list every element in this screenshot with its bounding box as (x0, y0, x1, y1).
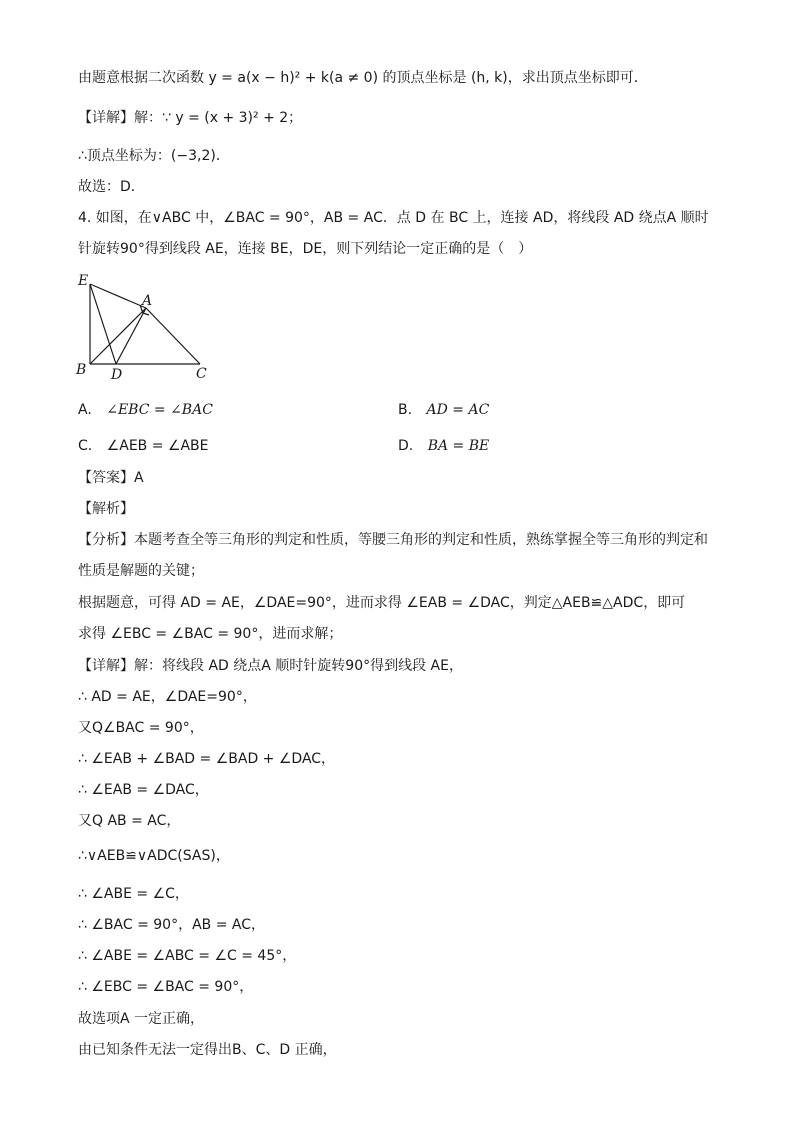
text-line: ∴ ∠BAC = 90°，AB = AC， (78, 917, 265, 933)
analysis-heading: 【解析】 (78, 501, 134, 517)
segment-AD (116, 308, 146, 364)
text-line: 故选项A 一定正确， (78, 1011, 205, 1027)
option-d (398, 436, 489, 456)
text-line: ∴∨AEB≌∨ADC(SAS)， (78, 848, 230, 864)
text-line: 根据题意，可得 AD = AE，∠DAE=90°，进而求得 ∠EAB = ∠DAC，判定△AEB≌△ADC，即可 (78, 595, 686, 611)
option-c-label: C. (78, 438, 93, 454)
option-b-text: AD = AC (426, 402, 490, 418)
option-c-text: ∠AEB = ∠ABE (106, 438, 209, 454)
text-line: 故选：D． (78, 179, 145, 195)
text-line: 性质是解题的关键； (78, 563, 204, 579)
text-line: ∴顶点坐标为：(−3,2)． (78, 148, 230, 164)
option-c (78, 436, 208, 456)
question-text: 针旋转90°得到线段 AE，连接 BE，DE，则下列结论一定正确的是（ ） (78, 241, 533, 257)
segment-AB (90, 308, 146, 364)
question-text: 4. 如图，在∨ABC 中，∠BAC = 90°，AB = AC．点 D 在 BC 上，连接 AD，将线段 AD 绕点A 顺时 (78, 210, 709, 226)
segment-EA (90, 284, 146, 308)
text-line: ∴ ∠EAB + ∠BAD = ∠BAD + ∠DAC， (78, 751, 336, 767)
label-A: A (142, 293, 153, 309)
text-line: 【详解】解：将线段 AD 绕点A 顺时针旋转90°得到线段 AE， (78, 658, 463, 674)
text-line: 【详解】解：∵ y = (x + 3)² + 2； (78, 110, 303, 126)
label-E: E (78, 273, 89, 289)
segment-AC (146, 308, 200, 364)
text-line: ∴ ∠EAB = ∠DAC， (78, 782, 209, 798)
option-b-label: B. (398, 402, 413, 418)
label-D: D (111, 367, 123, 383)
segment-ED (90, 284, 116, 364)
option-a-text: ∠EBC = ∠BAC (106, 402, 213, 418)
text-line: ∴ ∠ABE = ∠ABC = ∠C = 45°， (78, 948, 297, 964)
option-d-text: BA = BE (427, 438, 490, 454)
text-line: 由已知条件无法一定得出B、C、D 正确， (78, 1042, 337, 1058)
text-line: 又Q AB = AC， (78, 813, 181, 829)
option-a-label: A. (78, 402, 92, 418)
answer-line: 【答案】A (78, 470, 144, 486)
option-b (398, 400, 489, 420)
text-line: ∴ ∠EBC = ∠BAC = 90°， (78, 979, 254, 995)
text-line: 【分析】本题考查全等三角形的判定和性质，等腰三角形的判定和性质，熟练掌握全等三角形的判定和 (78, 532, 708, 548)
geometry-figure (74, 272, 224, 384)
option-a (78, 400, 213, 420)
label-C: C (196, 366, 207, 382)
text-line: 求得 ∠EBC = ∠BAC = 90°，进而求解； (78, 626, 343, 642)
text-line: 又Q∠BAC = 90°， (78, 720, 204, 736)
text-line: ∴ AD = AE，∠DAE=90°， (78, 689, 257, 705)
text-line: 由题意根据二次函数 y = a(x − h)² + k(a ≠ 0) 的顶点坐标是 (h, k)，求出顶点坐标即可． (78, 70, 648, 86)
option-d-label: D. (398, 438, 414, 454)
text-line: ∴ ∠ABE = ∠C， (78, 886, 189, 902)
label-B: B (76, 362, 87, 378)
